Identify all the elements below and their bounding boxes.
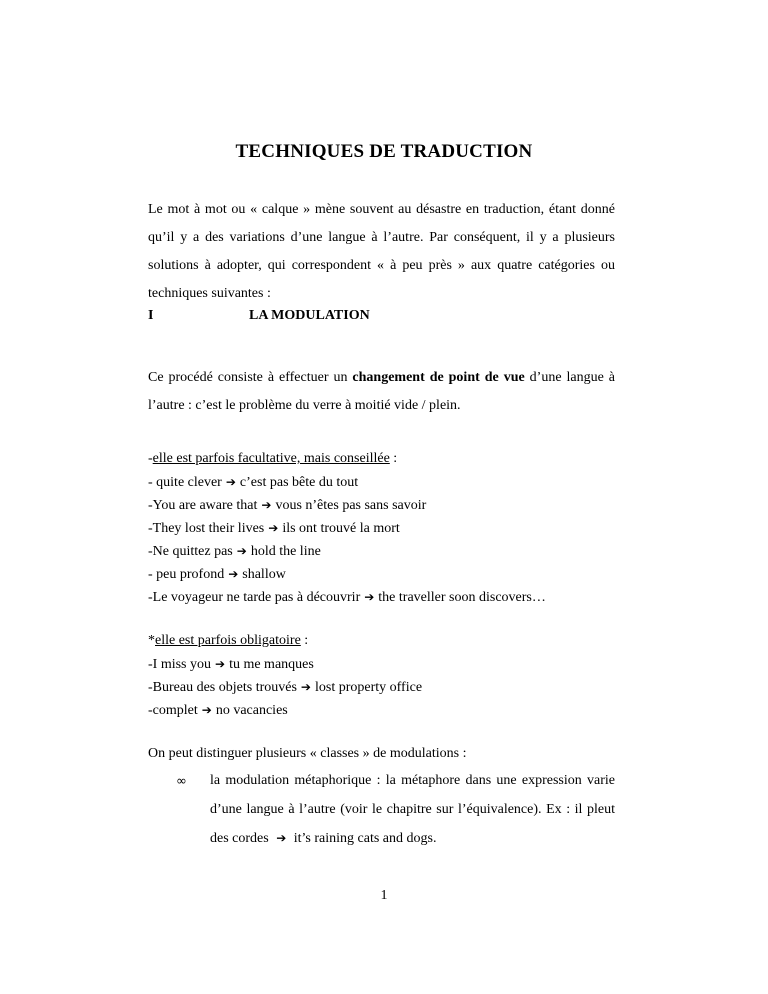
page-title: TECHNIQUES DE TRADUCTION: [235, 141, 533, 162]
page-number: 1: [380, 888, 388, 903]
definition-after: d’une langue à l’autre : c’est le problème du verre à moitié vide / plein.: [148, 370, 615, 413]
definition-bold: changement de point de vue: [352, 370, 525, 385]
example-line: -They lost their lives ➔ ils ont trouvé la mort: [148, 518, 400, 539]
arrow-right-icon: ➔: [268, 521, 279, 535]
infinity-bullet-icon: ∞: [176, 774, 187, 789]
section-number: I: [148, 308, 154, 323]
example-line: -complet ➔ no vacancies: [148, 700, 288, 721]
classes-intro: On peut distinguer plusieurs « classes » de modulations :: [148, 746, 467, 761]
example-line: - quite clever ➔ c’est pas bête du tout: [148, 472, 358, 493]
arrow-right-icon: ➔: [225, 475, 236, 489]
obligatory-heading-text: elle est parfois obligatoire: [155, 633, 301, 648]
example-line: -I miss you ➔ tu me manques: [148, 654, 314, 675]
obligatory-heading: *elle est parfois obligatoire :: [148, 633, 309, 648]
arrow-right-icon: ➔: [228, 567, 239, 581]
definition-before: Ce procédé consiste à effectuer un: [148, 370, 353, 385]
arrow-right-icon: ➔: [300, 680, 311, 694]
example-line: -Le voyageur ne tarde pas à découvrir ➔ the traveller soon discovers…: [148, 587, 546, 608]
intro-paragraph: Le mot à mot ou « calque » mène souvent au désastre en traduction, étant donné qu’il y a des variations d’une langue à l’autre. Par conséquent, il y a plusieurs solutions à adopter, qui correspondent « à peu près » aux quatre catégories ou techniques suivantes :: [148, 202, 615, 301]
arrow-right-icon: ➔: [201, 703, 212, 717]
arrow-right-icon: ➔: [261, 498, 272, 512]
section-title: LA MODULATION: [249, 308, 370, 323]
facultative-heading-text: elle est parfois facultative, mais conseillée: [152, 451, 390, 466]
facultative-heading: -elle est parfois facultative, mais conseillée :: [148, 451, 398, 466]
arrow-right-icon: ➔: [236, 544, 247, 558]
arrow-right-icon: ➔: [276, 831, 287, 845]
example-line: -You are aware that ➔ vous n’êtes pas sans savoir: [148, 495, 426, 516]
example-line: -Bureau des objets trouvés ➔ lost property office: [148, 677, 422, 698]
definition-paragraph: [148, 364, 615, 420]
bullet-text: la modulation métaphorique : la métaphore dans une expression varie d’une langue à l’autre (voir le chapitre sur l’équivalence). Ex : il pleut des cordes ➔ it’s raining cats and dogs.: [210, 766, 615, 853]
arrow-right-icon: ➔: [215, 657, 226, 671]
arrow-right-icon: ➔: [364, 590, 375, 604]
example-line: -Ne quittez pas ➔ hold the line: [148, 541, 321, 562]
example-line: - peu profond ➔ shallow: [148, 564, 286, 585]
